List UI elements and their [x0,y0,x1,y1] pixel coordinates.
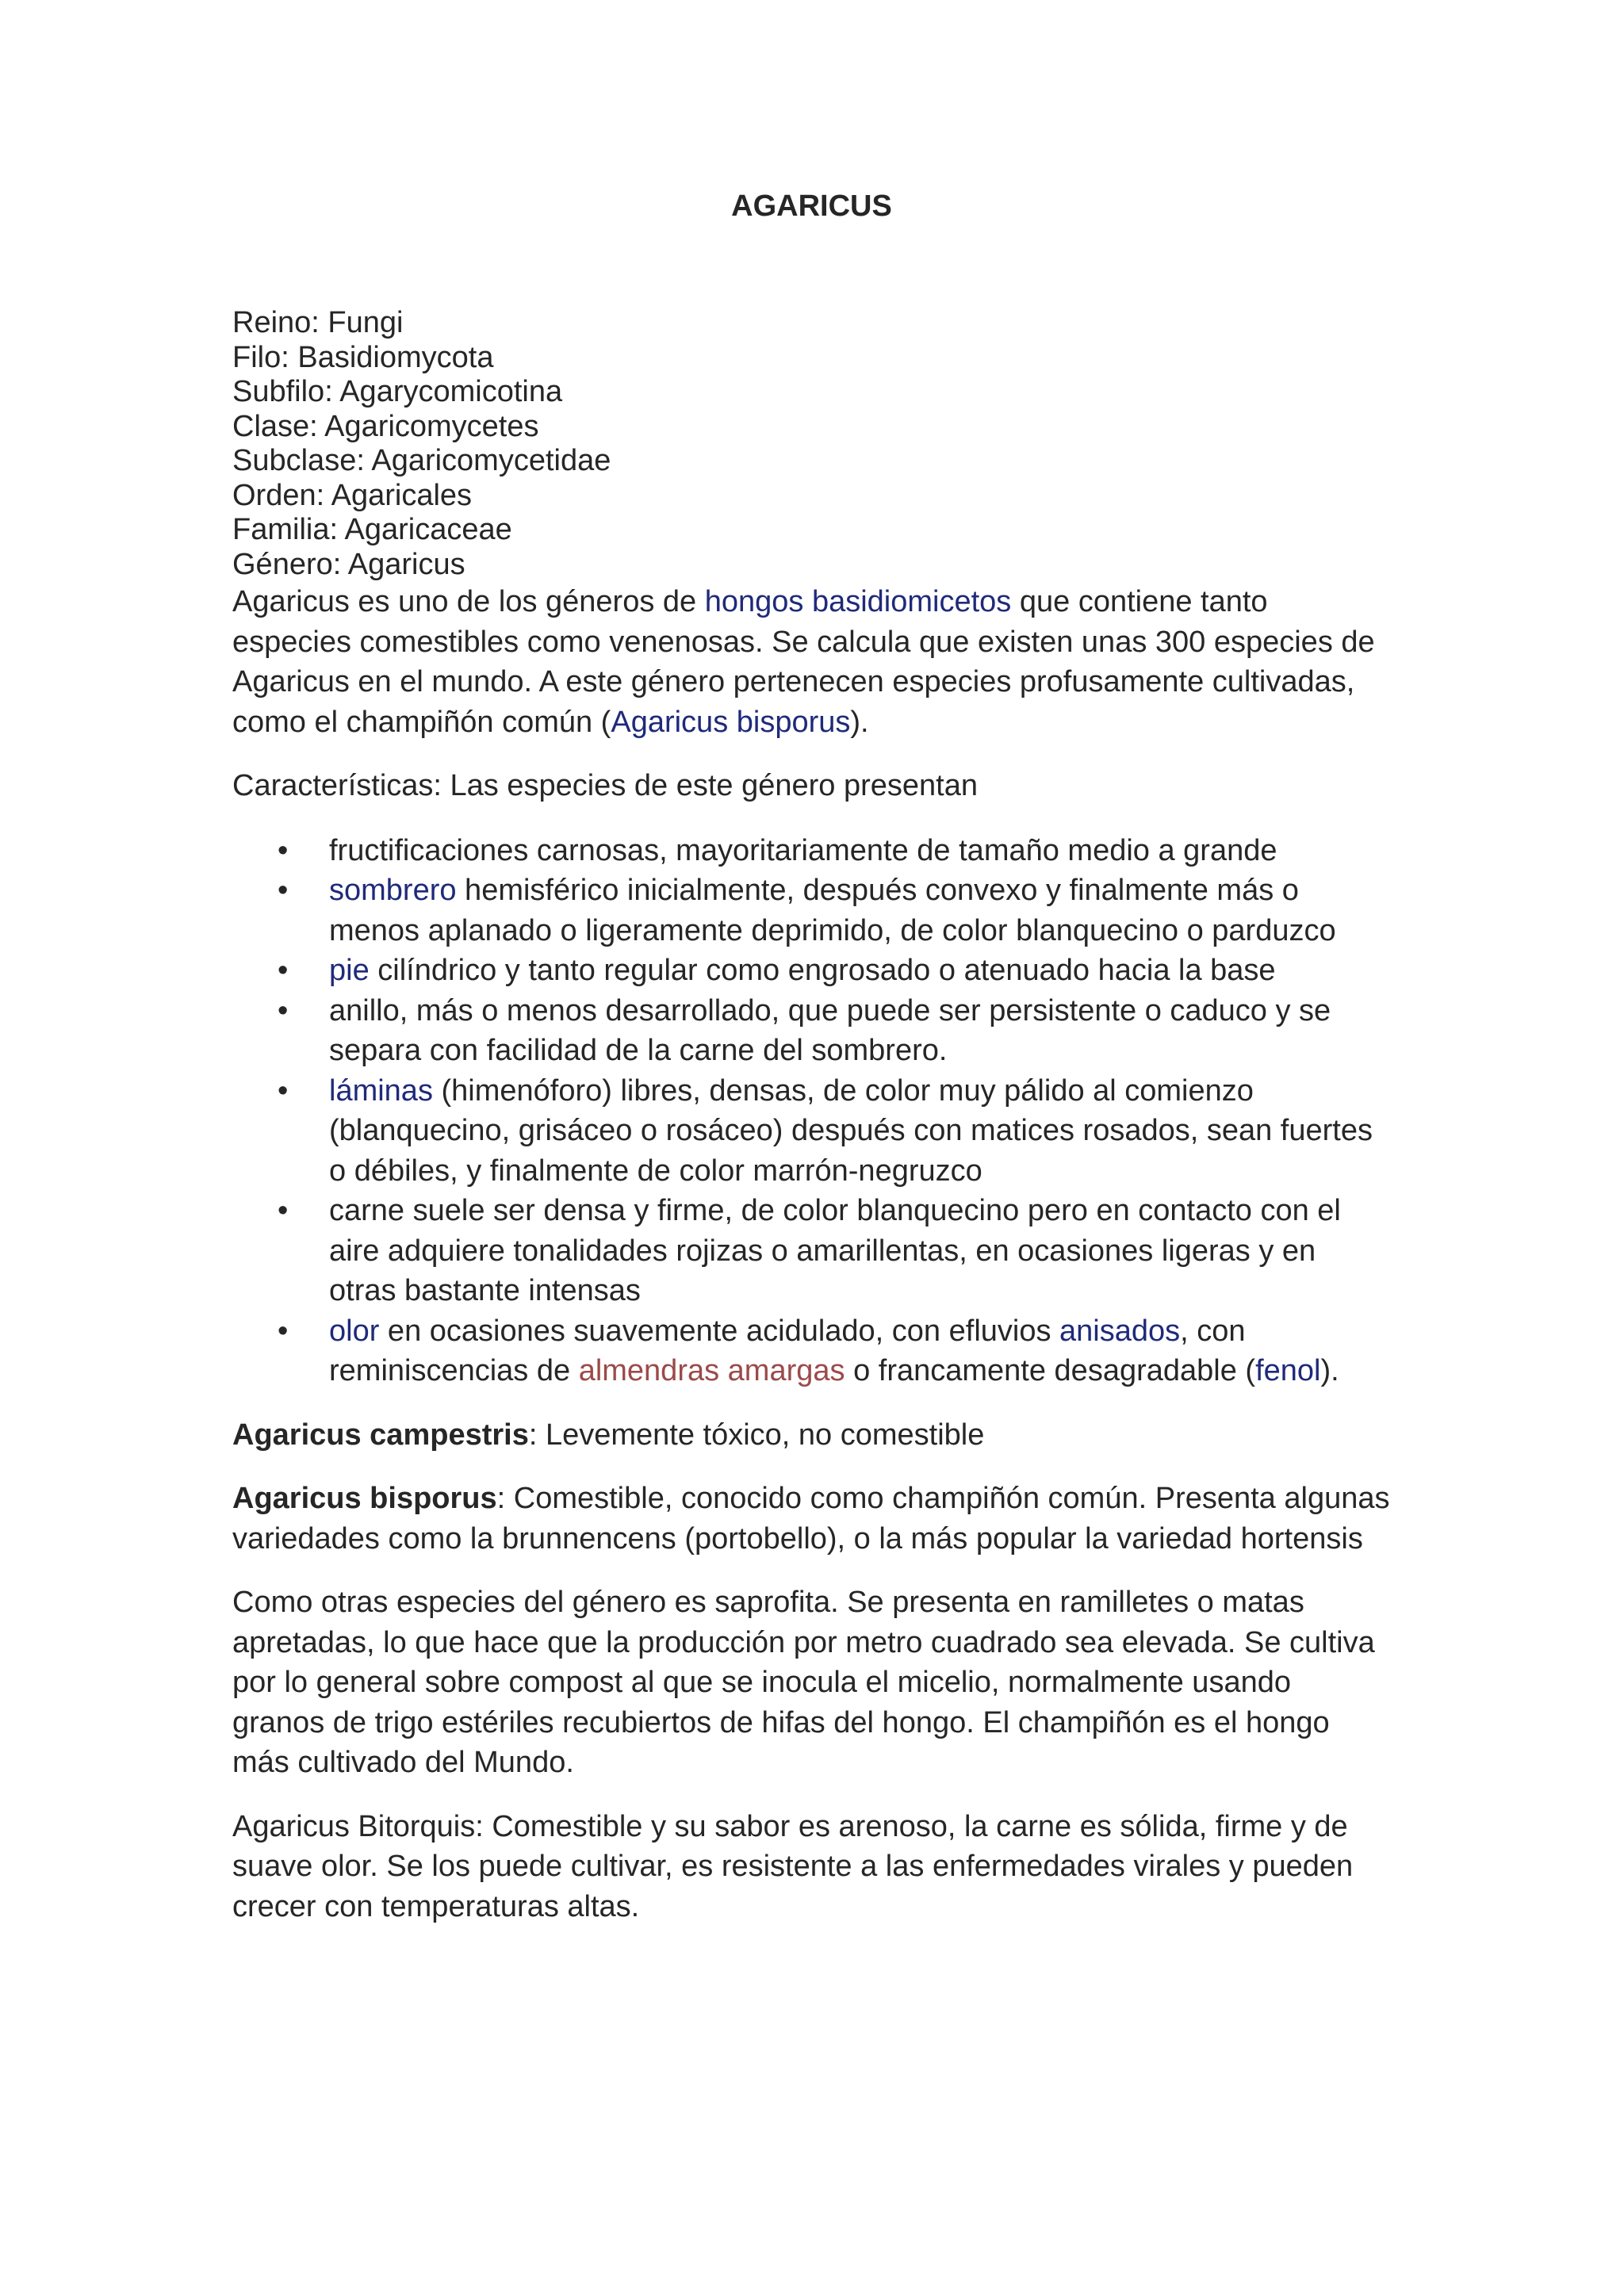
list-item: • carne suele ser densa y firme, de color blanquecino pero en contacto con el aire adquiere tonalidades rojizas o amarillentas, en ocasiones ligeras y en otras bastante intensas [329,1191,1391,1311]
bullet-icon: • [278,874,289,907]
link-hongos-basidiomicetos[interactable]: hongos basidiomicetos [704,585,1012,618]
features-list [232,831,1391,1391]
link-laminas[interactable]: láminas [329,1073,433,1108]
link-olor[interactable]: olor [329,1314,380,1348]
link-sombrero[interactable]: sombrero [329,874,457,907]
list-item: • olor en ocasiones suavemente acidulado, con efluvios anisados, con reminiscencias de almendras amargas o francamente desagradable (fenol). [329,1311,1391,1391]
taxonomy-class: Clase: Agaricomycetes [232,409,539,443]
taxonomy-kingdom: Reino: Fungi [232,306,404,339]
intro-paragraph: Agaricus es uno de los géneros de hongos basidiomicetos que contiene tanto especies comestibles como venenosas. Se calcula que existen unas 300 especies de Agaricus en el mundo. A este género pertenecen especies profusamente cultivadas, como el champiñón común (Agaricus bisporus). [232,585,1375,739]
bitorquis-paragraph: Agaricus Bitorquis: Comestible y su sabor es arenoso, la carne es sólida, firme y de suave olor. Se los puede cultivar, es resistente a las enfermedades virales y pueden crecer con temperaturas altas. [232,1809,1354,1923]
list-item: • sombrero hemisférico inicialmente, después convexo y finalmente más o menos aplanado o ligeramente deprimido, de color blanquecino o parduzco [329,871,1391,951]
bullet-icon: • [278,993,289,1027]
characteristics-intro: Características: Las especies de este género presentan [232,769,978,802]
species-name-campestris: Agaricus campestris [232,1418,529,1452]
taxonomy-subphylum: Subfilo: Agarycomicotina [232,375,563,408]
species-name-bisporus: Agaricus bisporus [232,1482,497,1515]
list-item: • anillo, más o menos desarrollado, que puede ser persistente o caduco y se separa con facilidad de la carne del sombrero. [329,991,1391,1071]
campestris-paragraph: Agaricus campestris: Levemente tóxico, no comestible [232,1418,985,1452]
link-fenol[interactable]: fenol [1255,1354,1321,1387]
taxonomy-genus: Género: Agaricus [232,547,465,581]
taxonomy-family: Familia: Agaricaceae [232,513,512,546]
list-item: • láminas (himenóforo) libres, densas, de color muy pálido al comienzo (blanquecino, grisáceo o rosáceo) después con matices rosados, sean fuertes o débiles, y finalmente de color marrón-negruzco [329,1071,1391,1192]
taxonomy-phylum: Filo: Basidiomycota [232,340,494,374]
list-item: • fructificaciones carnosas, mayoritariamente de tamaño medio a grande [329,831,1391,871]
taxonomy-order: Orden: Agaricales [232,478,473,512]
bullet-icon: • [278,1314,289,1348]
link-anisados[interactable]: anisados [1059,1314,1181,1348]
link-agaricus-bisporus[interactable]: Agaricus bisporus [611,705,851,739]
taxonomy-list [232,306,1391,582]
bisporus-paragraph: Agaricus bisporus: Comestible, conocido como champiñón común. Presenta algunas variedades como la brunnencens (portobello), o la más popular la variedad hortensis [232,1482,1390,1556]
list-item: • pie cilíndrico y tanto regular como engrosado o atenuado hacia la base [329,951,1391,991]
bullet-icon: • [278,1194,289,1227]
document-title: AGARICUS [731,189,892,223]
link-almendras-amargas[interactable]: almendras amargas [578,1354,845,1387]
taxonomy-subclass: Subclase: Agaricomycetidae [232,444,611,477]
bullet-icon: • [278,954,289,987]
bullet-icon: • [278,833,289,867]
bisporus-detail-paragraph: Como otras especies del género es saprofita. Se presenta en ramilletes o matas apretadas, lo que hace que la producción por metro cuadrado sea elevada. Se cultiva por lo general sobre compost al que se inocula el micelio, normalmente usando granos de trigo estériles recubiertos de hifas del hongo. El champiñón es el hongo más cultivado del Mundo. [232,1586,1375,1779]
link-pie[interactable]: pie [329,954,370,987]
bullet-icon: • [278,1073,289,1108]
